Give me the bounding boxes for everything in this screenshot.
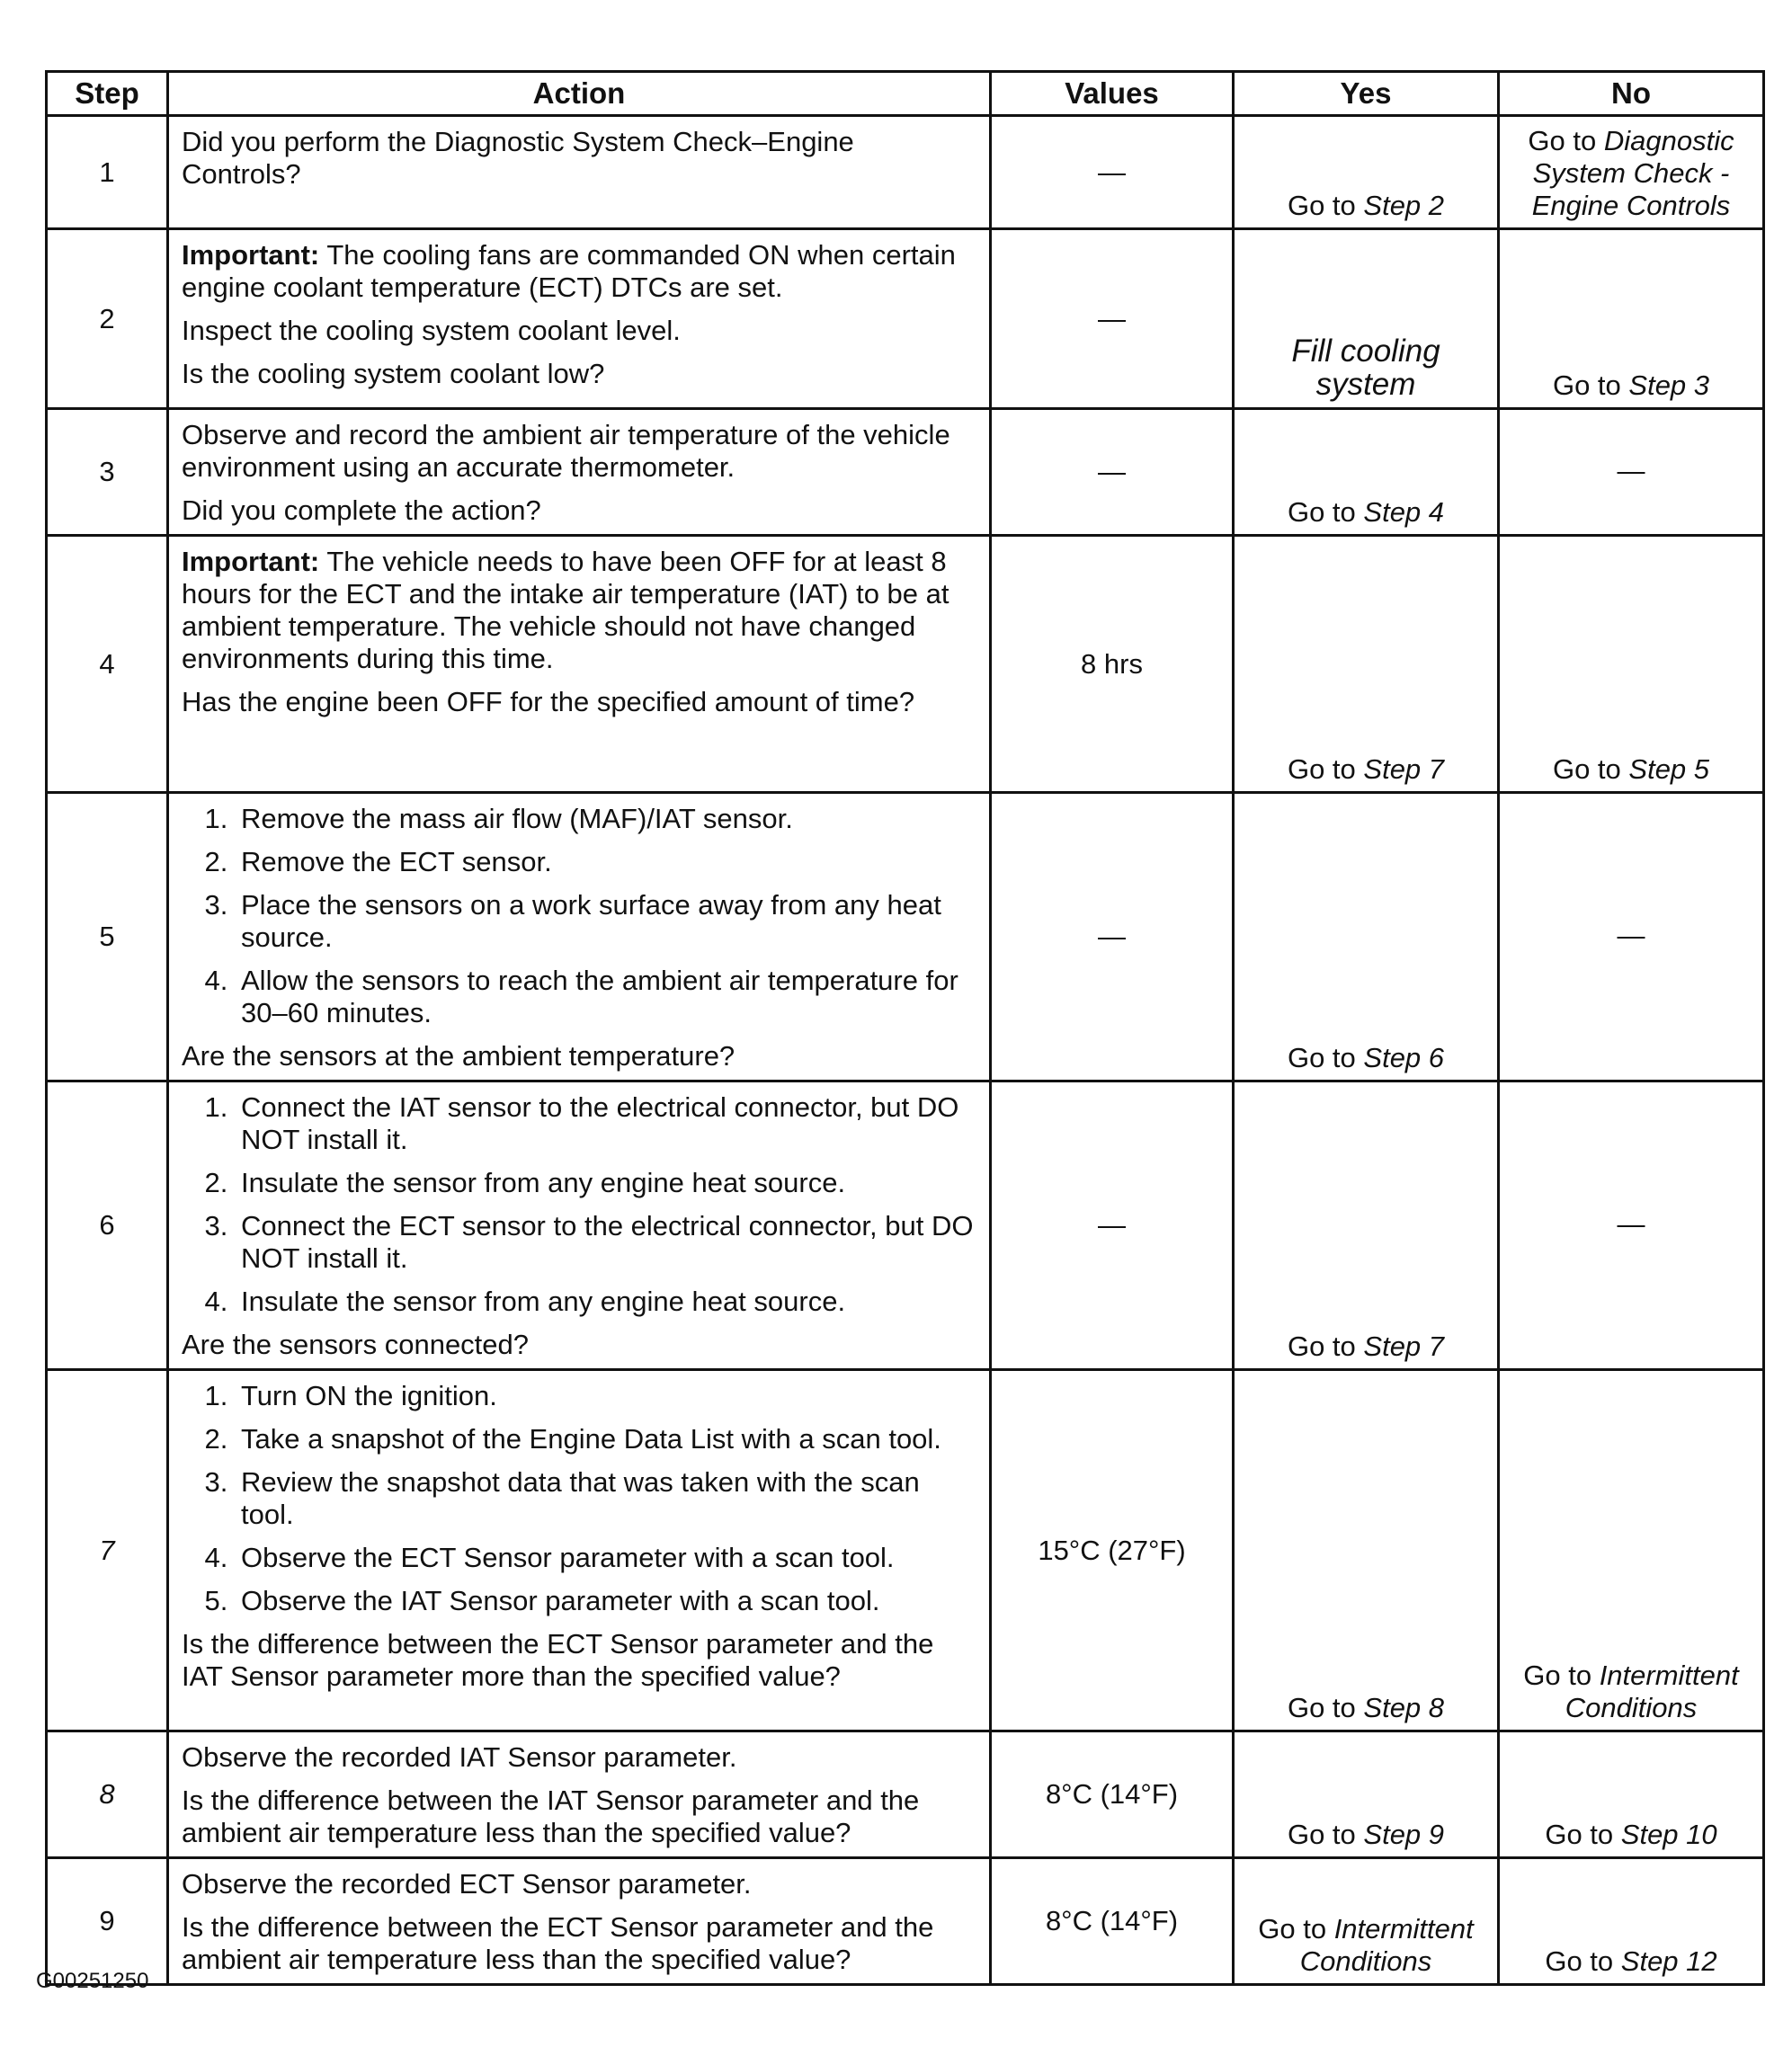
yes-column-header: Yes	[1234, 72, 1499, 116]
list-item: 3. Place the sensors on a work surface away from any heat source.	[236, 889, 978, 954]
action-question: Has the engine been OFF for the specified amount of time?	[182, 686, 915, 717]
table-row	[47, 1370, 1764, 1731]
value-cell: —	[991, 229, 1234, 409]
action-steps-list	[182, 1091, 978, 1318]
action-question: Is the difference between the IAT Sensor parameter and the ambient air temperature less than the specified value?	[182, 1784, 920, 1848]
important-text: The cooling fans are commanded ON when certain engine coolant temperature (ECT) DTCs are set.	[182, 239, 956, 303]
no-cell	[1499, 536, 1764, 793]
action-cell	[168, 536, 991, 793]
no-link[interactable]: Step 3	[1628, 369, 1710, 401]
yes-prefix: Go to	[1287, 190, 1356, 221]
action-question: Is the difference between the ECT Sensor parameter and the ambient air temperature less than the specified value?	[182, 1911, 934, 1975]
yes-prefix: Go to	[1287, 496, 1356, 528]
yes-cell	[1234, 229, 1499, 409]
table-row	[47, 409, 1764, 536]
step-number: 9	[47, 1858, 168, 1985]
action-text: Did you perform the Diagnostic System Check–Engine Controls?	[182, 126, 854, 190]
yes-link[interactable]: Step 4	[1363, 496, 1445, 528]
no-cell	[1499, 229, 1764, 409]
important-note	[182, 546, 978, 675]
step-number: 8	[47, 1731, 168, 1858]
no-prefix: Go to	[1552, 369, 1621, 401]
action-column-header: Action	[168, 72, 991, 116]
table-header-row	[47, 72, 1764, 116]
value-cell: —	[991, 409, 1234, 536]
no-cell: —	[1499, 1081, 1764, 1370]
no-prefix: Go to	[1545, 1945, 1614, 1977]
yes-prefix: Go to	[1287, 1819, 1356, 1850]
table-row	[47, 536, 1764, 793]
no-prefix: Go to	[1545, 1819, 1614, 1850]
important-label: Important:	[182, 239, 320, 271]
yes-cell	[1234, 1081, 1499, 1370]
no-cell	[1499, 1731, 1764, 1858]
action-question: Are the sensors connected?	[182, 1329, 530, 1360]
list-item: 4. Insulate the sensor from any engine heat source.	[236, 1286, 978, 1318]
action-cell	[168, 116, 991, 229]
yes-cell	[1234, 116, 1499, 229]
yes-prefix: Go to	[1258, 1913, 1327, 1945]
action-steps-list	[182, 803, 978, 1029]
no-link[interactable]: Diagnostic System Check - Engine Controls	[1531, 125, 1734, 221]
yes-prefix: Go to	[1287, 1042, 1356, 1073]
yes-cell	[1234, 793, 1499, 1081]
step-number: 2	[47, 229, 168, 409]
yes-prefix: Go to	[1287, 753, 1356, 785]
value-cell: 15°C (27°F)	[991, 1370, 1234, 1731]
action-text: Observe and record the ambient air temperature of the vehicle environment using an accurate thermometer.	[182, 419, 950, 483]
step-number: 6	[47, 1081, 168, 1370]
yes-link[interactable]: Step 7	[1363, 1331, 1445, 1362]
action-text: Observe the recorded IAT Sensor parameter.	[182, 1741, 737, 1773]
step-number: 1	[47, 116, 168, 229]
no-cell: —	[1499, 793, 1764, 1081]
step-number: 3	[47, 409, 168, 536]
step-number: 5	[47, 793, 168, 1081]
action-cell	[168, 229, 991, 409]
no-cell	[1499, 1858, 1764, 1985]
no-prefix: Go to	[1552, 753, 1621, 785]
no-link[interactable]: Step 10	[1620, 1819, 1717, 1850]
list-item: 1. Remove the mass air flow (MAF)/IAT sensor.	[236, 803, 978, 835]
action-cell	[168, 1858, 991, 1985]
action-question: Are the sensors at the ambient temperature?	[182, 1040, 736, 1072]
no-cell	[1499, 1370, 1764, 1731]
step-column-header: Step	[47, 72, 168, 116]
list-item: 5. Observe the IAT Sensor parameter with a scan tool.	[236, 1585, 978, 1617]
value-cell: —	[991, 793, 1234, 1081]
action-steps-list	[182, 1380, 978, 1617]
figure-code: G00251250	[36, 1969, 149, 1993]
yes-link[interactable]: Step 2	[1363, 190, 1445, 221]
action-question: Is the difference between the ECT Sensor parameter and the IAT Sensor parameter more than the specified value?	[182, 1628, 934, 1692]
action-cell	[168, 1370, 991, 1731]
list-item: 4. Observe the ECT Sensor parameter with a scan tool.	[236, 1542, 978, 1574]
table-row	[47, 1731, 1764, 1858]
yes-cell	[1234, 536, 1499, 793]
no-link[interactable]: Intermittent Conditions	[1565, 1660, 1739, 1723]
diagnostic-table	[45, 70, 1765, 1986]
no-prefix: Go to	[1523, 1660, 1592, 1691]
value-cell: —	[991, 116, 1234, 229]
table-row	[47, 116, 1764, 229]
important-note	[182, 239, 978, 304]
yes-link[interactable]: Intermittent Conditions	[1299, 1913, 1474, 1977]
step-number: 4	[47, 536, 168, 793]
yes-cell	[1234, 1858, 1499, 1985]
list-item: 2. Take a snapshot of the Engine Data List with a scan tool.	[236, 1423, 978, 1455]
action-cell	[168, 1731, 991, 1858]
no-link[interactable]: Step 12	[1620, 1945, 1717, 1977]
yes-prefix: Go to	[1287, 1692, 1356, 1723]
yes-action: Fill cooling system	[1291, 334, 1440, 402]
yes-link[interactable]: Step 8	[1363, 1692, 1445, 1723]
value-cell: 8°C (14°F)	[991, 1731, 1234, 1858]
no-link[interactable]: Step 5	[1628, 753, 1710, 785]
action-text: Inspect the cooling system coolant level.	[182, 315, 681, 346]
values-column-header: Values	[991, 72, 1234, 116]
action-cell	[168, 793, 991, 1081]
action-question: Did you complete the action?	[182, 494, 541, 526]
list-item: 3. Connect the ECT sensor to the electrical connector, but DO NOT install it.	[236, 1210, 978, 1275]
action-cell	[168, 409, 991, 536]
no-column-header: No	[1499, 72, 1764, 116]
list-item: 1. Turn ON the ignition.	[236, 1380, 978, 1412]
action-cell	[168, 1081, 991, 1370]
yes-link[interactable]: Step 6	[1363, 1042, 1445, 1073]
yes-cell	[1234, 409, 1499, 536]
table-row	[47, 1858, 1764, 1985]
yes-cell	[1234, 1731, 1499, 1858]
yes-link[interactable]: Step 7	[1363, 753, 1445, 785]
list-item: 4. Allow the sensors to reach the ambient air temperature for 30–60 minutes.	[236, 965, 978, 1029]
yes-link[interactable]: Step 9	[1363, 1819, 1445, 1850]
no-prefix: Go to	[1528, 125, 1597, 156]
table-row	[47, 1081, 1764, 1370]
step-number: 7	[47, 1370, 168, 1731]
yes-prefix: Go to	[1287, 1331, 1356, 1362]
value-cell: 8 hrs	[991, 536, 1234, 793]
action-question: Is the cooling system coolant low?	[182, 358, 605, 389]
yes-cell	[1234, 1370, 1499, 1731]
action-text: Observe the recorded ECT Sensor parameter.	[182, 1868, 752, 1900]
list-item: 2. Remove the ECT sensor.	[236, 846, 978, 878]
value-cell: 8°C (14°F)	[991, 1858, 1234, 1985]
table-row	[47, 229, 1764, 409]
important-label: Important:	[182, 546, 320, 577]
value-cell: —	[991, 1081, 1234, 1370]
list-item: 2. Insulate the sensor from any engine heat source.	[236, 1167, 978, 1199]
no-cell: —	[1499, 409, 1764, 536]
no-cell	[1499, 116, 1764, 229]
list-item: 1. Connect the IAT sensor to the electrical connector, but DO NOT install it.	[236, 1091, 978, 1156]
list-item: 3. Review the snapshot data that was taken with the scan tool.	[236, 1466, 978, 1531]
table-row	[47, 793, 1764, 1081]
important-text: The vehicle needs to have been OFF for at least 8 hours for the ECT and the intake air temperature (IAT) to be at ambient temperature. The vehicle should not have changed environments during this time.	[182, 546, 949, 674]
